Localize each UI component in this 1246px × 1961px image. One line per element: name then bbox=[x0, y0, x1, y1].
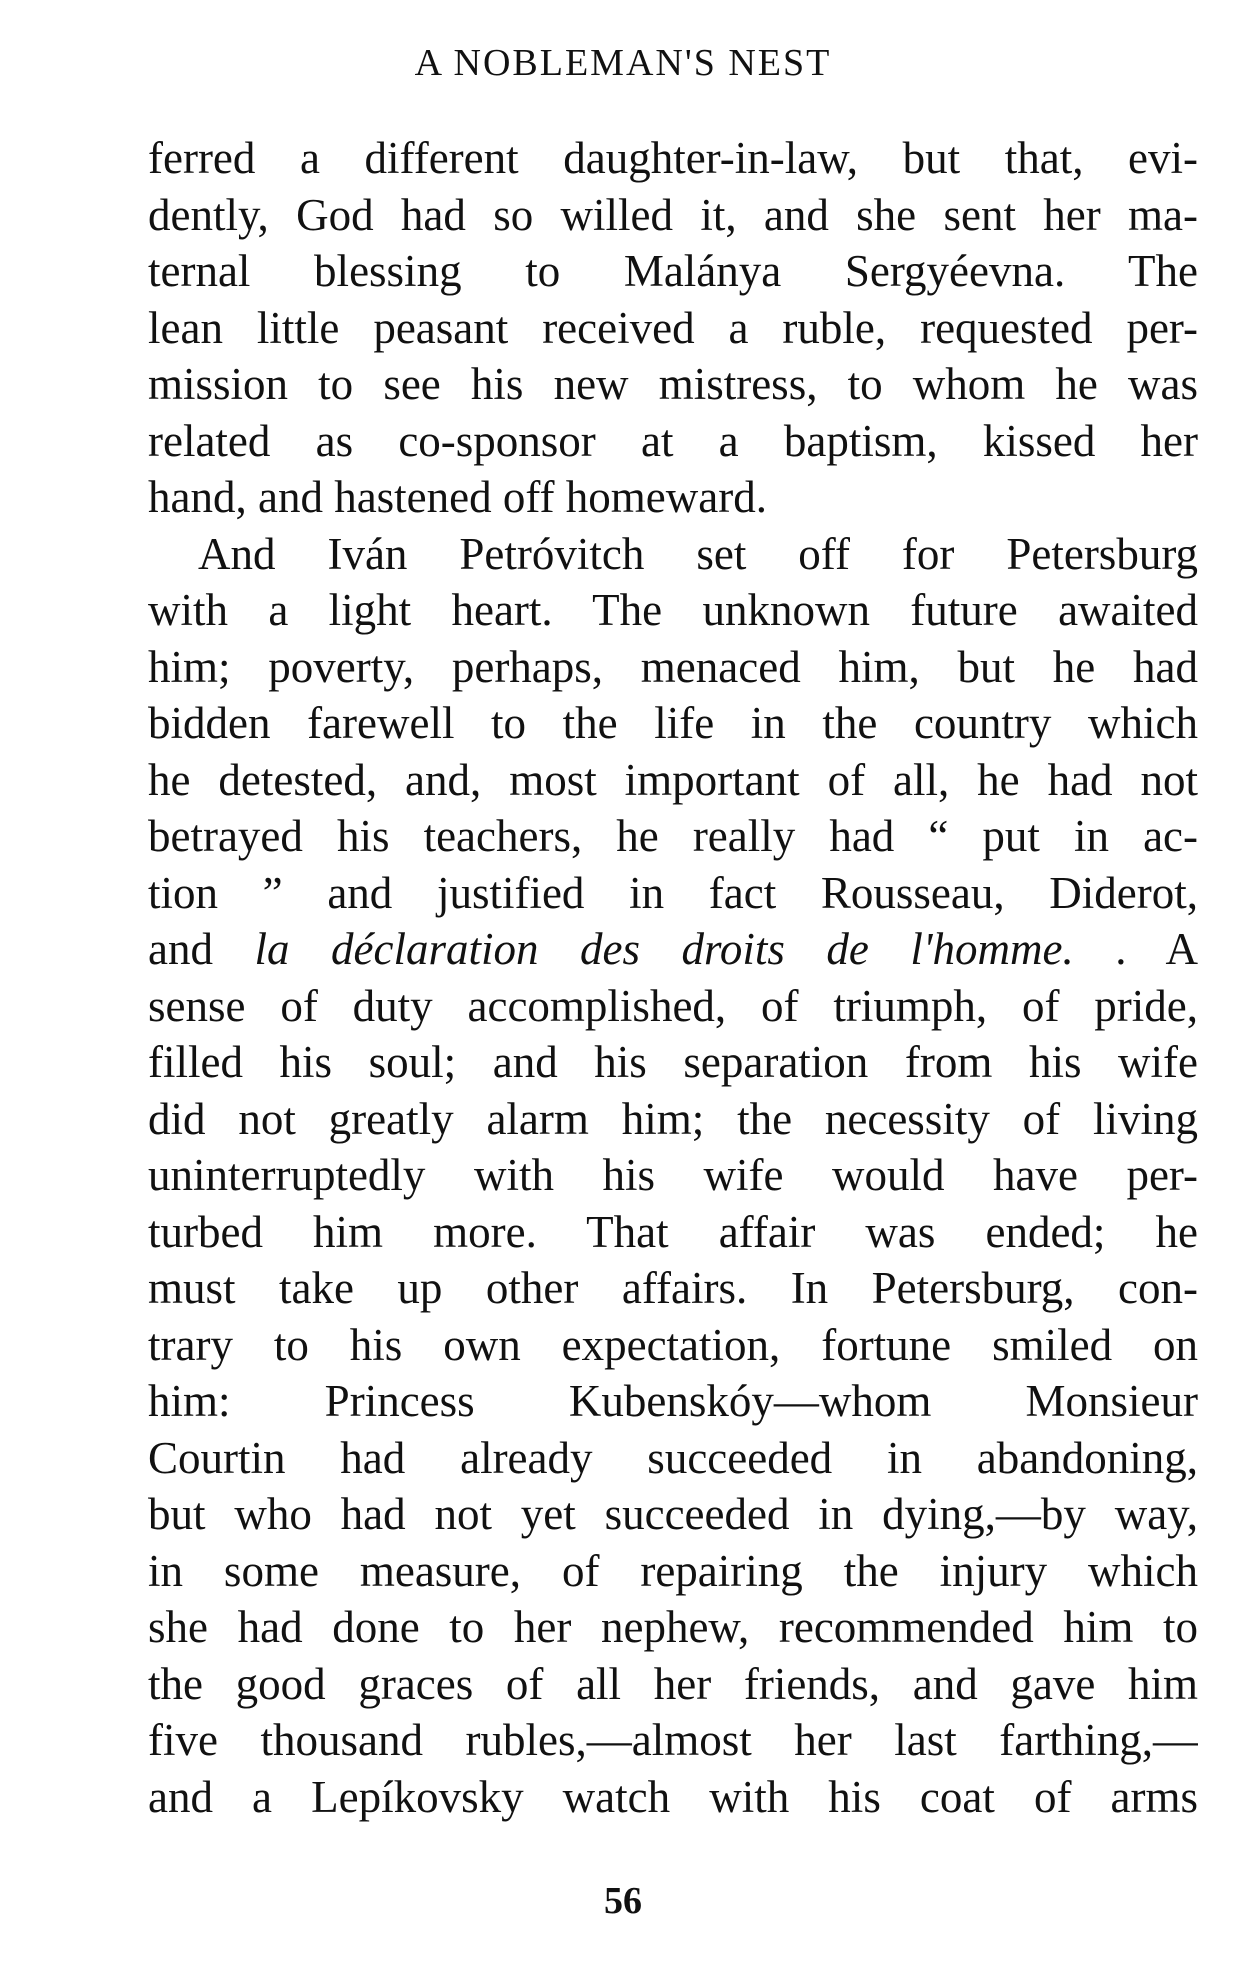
line-text: in some measure, of repairing the injury which bbox=[148, 1545, 1198, 1596]
text-line bbox=[148, 1769, 1198, 1826]
line-text: him: Princess Kubenskóy—whom Monsieur bbox=[148, 1376, 1198, 1426]
text-line bbox=[148, 1599, 1198, 1656]
text-line bbox=[148, 1317, 1198, 1374]
text-line bbox=[148, 978, 1198, 1035]
text-line bbox=[148, 1204, 1198, 1261]
text-line bbox=[148, 921, 1198, 978]
text-line bbox=[148, 187, 1198, 244]
text-line bbox=[148, 1486, 1198, 1543]
text-line bbox=[148, 582, 1198, 639]
line-text: trary to his own expectation, fortune smiled on bbox=[148, 1319, 1198, 1370]
text-line bbox=[148, 1430, 1198, 1487]
line-text: ternal blessing to Malánya Sergyéevna. The bbox=[148, 246, 1198, 296]
text-line bbox=[148, 243, 1198, 300]
text-line bbox=[148, 639, 1198, 696]
line-text: five thousand rubles,—almost her last farthing,— bbox=[148, 1715, 1198, 1765]
line-text: filled his soul; and his separation from his wife bbox=[148, 1037, 1198, 1087]
text-line bbox=[148, 1656, 1198, 1713]
line-text: him; poverty, perhaps, menaced him, but he had bbox=[148, 641, 1198, 692]
text-line bbox=[148, 1373, 1198, 1430]
line-text: tion ” and justified in fact Rousseau, Diderot, bbox=[148, 867, 1198, 918]
text-line bbox=[148, 1260, 1198, 1317]
text-line bbox=[148, 526, 1198, 583]
text-line bbox=[148, 356, 1198, 413]
line-text: hand, and hastened off homeward. bbox=[148, 472, 767, 522]
italic-phrase: la déclaration des droits de l'homme. bbox=[254, 924, 1074, 974]
line-text: related as co-sponsor at a baptism, kissed her bbox=[148, 415, 1198, 466]
text-line bbox=[148, 1543, 1198, 1600]
text-line bbox=[148, 469, 1198, 526]
line-text: but who had not yet succeeded in dying,—by way, bbox=[148, 1489, 1198, 1539]
text-line bbox=[148, 130, 1198, 187]
line-text: ferred a different daughter-in-law, but that, evi- bbox=[148, 133, 1198, 183]
text-line bbox=[148, 413, 1198, 470]
line-text: mission to see his new mistress, to whom he was bbox=[148, 359, 1198, 409]
text-line bbox=[148, 865, 1198, 922]
line-text: And Iván Petróvitch set off for Petersburg bbox=[198, 528, 1198, 579]
line-text: she had done to her nephew, recommended him to bbox=[148, 1602, 1198, 1652]
text-line bbox=[148, 1034, 1198, 1091]
text-line bbox=[148, 1147, 1198, 1204]
line-text: with a light heart. The unknown future awaited bbox=[148, 585, 1198, 635]
text-line bbox=[148, 1712, 1198, 1769]
text-line bbox=[148, 752, 1198, 809]
line-text: must take up other affairs. In Petersburg, con- bbox=[148, 1263, 1198, 1313]
text-line bbox=[148, 695, 1198, 752]
line-text: he detested, and, most important of all, he had not bbox=[148, 754, 1198, 805]
page-number: 56 bbox=[604, 1880, 642, 1922]
line-text: lean little peasant received a ruble, requested per- bbox=[148, 302, 1198, 353]
text-line bbox=[148, 808, 1198, 865]
line-text: sense of duty accomplished, of triumph, of pride, bbox=[148, 980, 1198, 1031]
line-text-after: . A bbox=[1073, 924, 1198, 974]
line-text: dently, God had so willed it, and she sent her ma- bbox=[148, 189, 1198, 240]
line-text: bidden farewell to the life in the country which bbox=[148, 698, 1198, 748]
line-text: and bbox=[148, 924, 255, 974]
text-line bbox=[148, 300, 1198, 357]
running-head: A NOBLEMAN'S NEST bbox=[414, 42, 832, 84]
line-text: did not greatly alarm him; the necessity of living bbox=[148, 1093, 1198, 1144]
line-text: the good graces of all her friends, and gave him bbox=[148, 1658, 1198, 1709]
body-text bbox=[148, 130, 1198, 1825]
line-text: Courtin had already succeeded in abandoning, bbox=[148, 1432, 1198, 1483]
line-text: turbed him more. That affair was ended; he bbox=[148, 1206, 1198, 1257]
line-text: betrayed his teachers, he really had “ put in ac- bbox=[148, 811, 1198, 861]
text-line bbox=[148, 1091, 1198, 1148]
line-text: and a Lepíkovsky watch with his coat of arms bbox=[148, 1771, 1198, 1822]
line-text: uninterruptedly with his wife would have per- bbox=[148, 1150, 1198, 1200]
